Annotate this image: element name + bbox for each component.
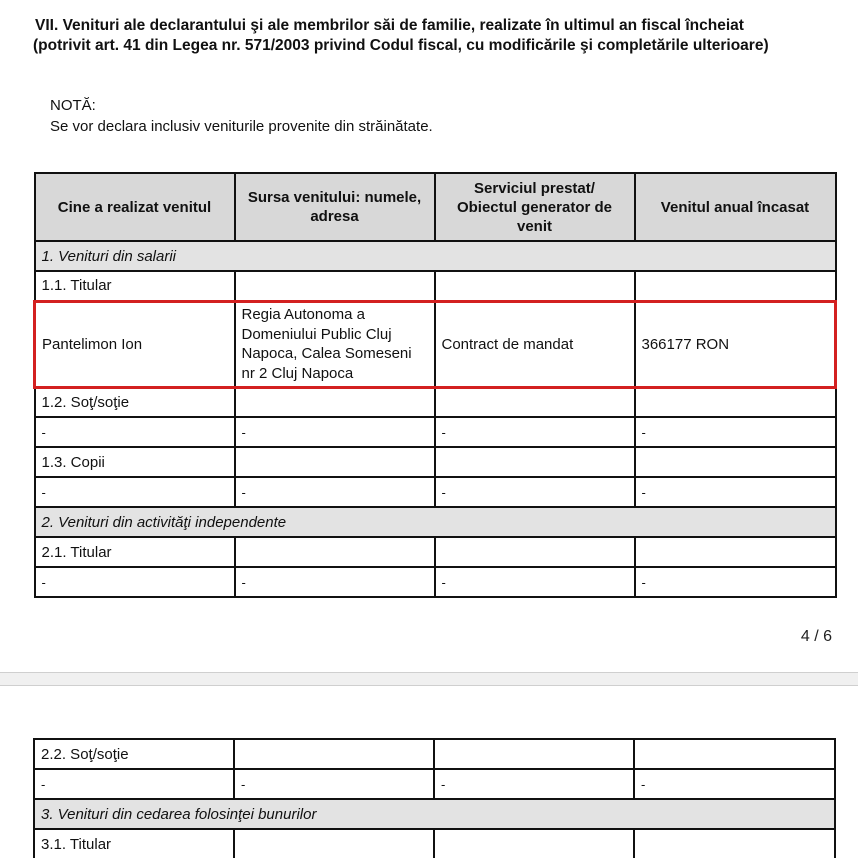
document-page-5 — [0, 686, 858, 858]
row-label: 2.1. Titular — [35, 537, 235, 567]
table-row — [35, 567, 836, 597]
table-cell: - — [34, 769, 234, 799]
row-label: 3.1. Titular — [34, 829, 234, 858]
column-header-service: Serviciul prestat/ Obiectul generator de venit — [435, 173, 635, 241]
section-row-independent — [35, 507, 836, 537]
row-label: 2.2. Soţ/soţie — [34, 739, 234, 769]
table-row — [35, 477, 836, 507]
table-row — [35, 417, 836, 447]
table-cell — [635, 447, 836, 477]
table-cell: - — [235, 567, 435, 597]
column-header-source: Sursa venitului: numele, adresa — [235, 173, 435, 241]
table-cell — [234, 739, 434, 769]
table-row — [34, 739, 835, 769]
table-row — [35, 447, 836, 477]
page-separator — [0, 672, 858, 686]
table-cell — [435, 537, 635, 567]
row-label: 1.1. Titular — [35, 271, 235, 301]
section-row-salaries — [35, 241, 836, 271]
row-label: 1.2. Soţ/soţie — [35, 387, 235, 417]
section-label: 2. Venituri din activităţi independente — [35, 507, 836, 537]
table-cell — [235, 387, 435, 417]
table-row — [34, 829, 835, 858]
table-cell — [435, 447, 635, 477]
table-cell: - — [634, 769, 835, 799]
table-cell: - — [35, 417, 235, 447]
section-label: 1. Venituri din salarii — [35, 241, 836, 271]
table-cell: - — [435, 567, 635, 597]
income-who: Pantelimon Ion — [35, 301, 235, 387]
table-cell — [635, 271, 836, 301]
row-label: 1.3. Copii — [35, 447, 235, 477]
table-cell — [635, 387, 836, 417]
table-cell: - — [435, 417, 635, 447]
table-cell — [235, 537, 435, 567]
table-cell — [234, 829, 434, 858]
table-cell: - — [635, 567, 836, 597]
note-title: NOTĂ: — [50, 97, 96, 114]
table-cell: - — [234, 769, 434, 799]
table-cell: - — [235, 417, 435, 447]
income-amount: 366177 RON — [635, 301, 836, 387]
table-cell: - — [435, 477, 635, 507]
table-row — [35, 537, 836, 567]
table-cell — [235, 271, 435, 301]
table-cell: - — [35, 477, 235, 507]
note-text: Se vor declara inclusiv veniturile provenite din străinătate. — [50, 118, 433, 135]
table-header-row — [35, 173, 836, 241]
table-cell: - — [434, 769, 634, 799]
table-row — [35, 271, 836, 301]
section-heading-title: VII. Venituri ale declarantului şi ale membrilor săi de familie, realizate în ultimul an fiscal încheiat — [35, 17, 744, 34]
income-table — [33, 172, 837, 598]
section-row-property-use — [34, 799, 835, 829]
section-heading — [33, 16, 838, 55]
table-cell — [434, 829, 634, 858]
column-header-amount: Venitul anual încasat — [635, 173, 836, 241]
section-label: 3. Venituri din cedarea folosinţei bunurilor — [34, 799, 835, 829]
page-number: 4 / 6 — [800, 628, 832, 645]
table-cell — [634, 739, 835, 769]
table-cell: - — [235, 477, 435, 507]
table-cell — [635, 537, 836, 567]
table-cell — [235, 447, 435, 477]
highlighted-income-row — [35, 301, 836, 387]
column-header-who: Cine a realizat venitul — [35, 173, 235, 241]
income-table-continued — [33, 738, 836, 858]
table-cell — [434, 739, 634, 769]
table-cell: - — [635, 417, 836, 447]
table-cell — [634, 829, 835, 858]
income-service: Contract de mandat — [435, 301, 635, 387]
table-row — [35, 387, 836, 417]
table-row — [34, 769, 835, 799]
table-cell: - — [35, 567, 235, 597]
table-cell — [435, 271, 635, 301]
table-cell — [435, 387, 635, 417]
income-source: Regia Autonoma a Domeniului Public Cluj Napoca, Calea Someseni nr 2 Cluj Napoca — [235, 301, 435, 387]
table-cell: - — [635, 477, 836, 507]
section-heading-subtitle: (potrivit art. 41 din Legea nr. 571/2003 privind Codul fiscal, cu modificările şi completările ulterioare) — [33, 36, 769, 54]
